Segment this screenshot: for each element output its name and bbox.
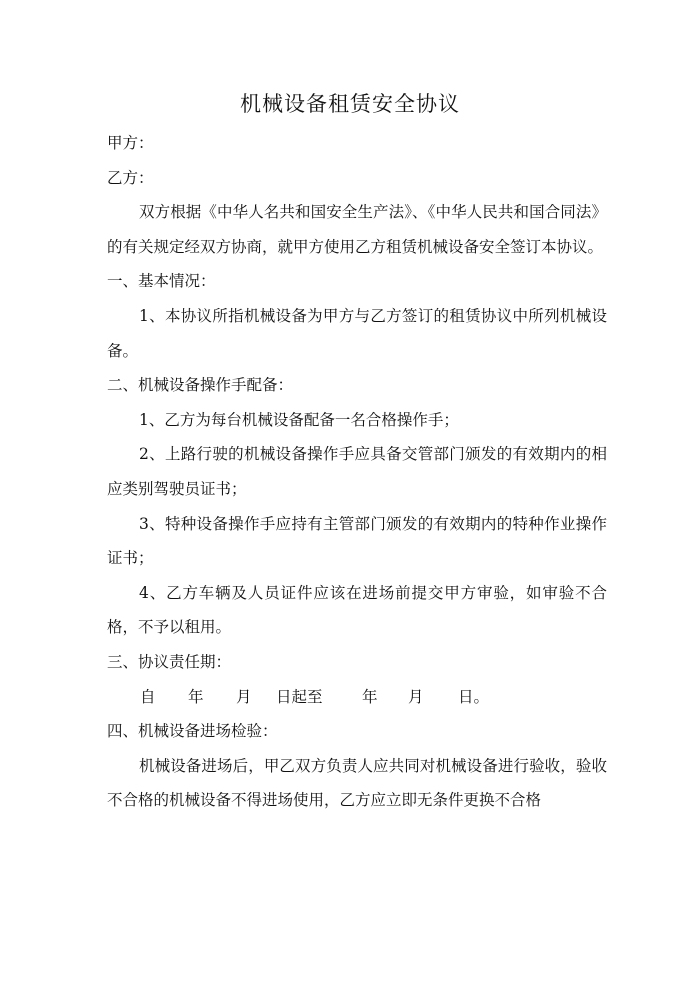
section-1-heading: 一、基本情况： bbox=[107, 272, 216, 291]
date-day-2: 日。 bbox=[458, 687, 490, 706]
party-b-label: 乙方： bbox=[107, 168, 154, 187]
section-4-heading: 四、机械设备进场检验： bbox=[107, 722, 278, 741]
document-title: 机械设备租赁安全协议 bbox=[240, 92, 460, 116]
section-2-item-3: 3、特种设备操作手应持有主管部门颁发的有效期内的特种作业操作证书； bbox=[107, 514, 607, 568]
date-year-2: 年 bbox=[362, 687, 378, 706]
intro-paragraph: 双方根据《中华人名共和国安全生产法》、《中华人民共和国合同法》的有关规定经双方协商，就甲方使用乙方租赁机械设备安全签订本协议。 bbox=[107, 203, 607, 256]
document-body bbox=[107, 126, 607, 818]
section-2-item-4: 4、乙方车辆及人员证件应该在进场前提交甲方审验，如审验不合格，不予以租用。 bbox=[107, 583, 607, 637]
date-month-1: 月 bbox=[236, 687, 252, 706]
section-2-item-2: 2、上路行驶的机械设备操作手应具备交管部门颁发的有效期内的相应类别驾驶员证书； bbox=[107, 445, 607, 498]
date-from: 自 bbox=[140, 687, 156, 706]
party-a-label: 甲方： bbox=[107, 134, 154, 152]
section-2-item-1: 1、乙方为每台机械设备配备一名合格操作手； bbox=[139, 410, 459, 429]
section-1-item-1: 1、本协议所指机械设备为甲方与乙方签订的租赁协议中所列机械设备。 bbox=[107, 306, 607, 360]
date-year-1: 年 bbox=[188, 687, 204, 706]
section-3-heading: 三、协议责任期： bbox=[107, 652, 232, 671]
date-day-1-until: 日起至 bbox=[276, 687, 323, 706]
section-2-heading: 二、机械设备操作手配备： bbox=[107, 376, 294, 395]
section-4-item-1: 机械设备进场后，甲乙双方负责人应共同对机械设备进行验收，验收不合格的机械设备不得进场使用，乙方应立即无条件更换不合格 bbox=[107, 756, 607, 810]
date-month-2: 月 bbox=[408, 687, 424, 706]
term-date-line bbox=[107, 680, 607, 715]
